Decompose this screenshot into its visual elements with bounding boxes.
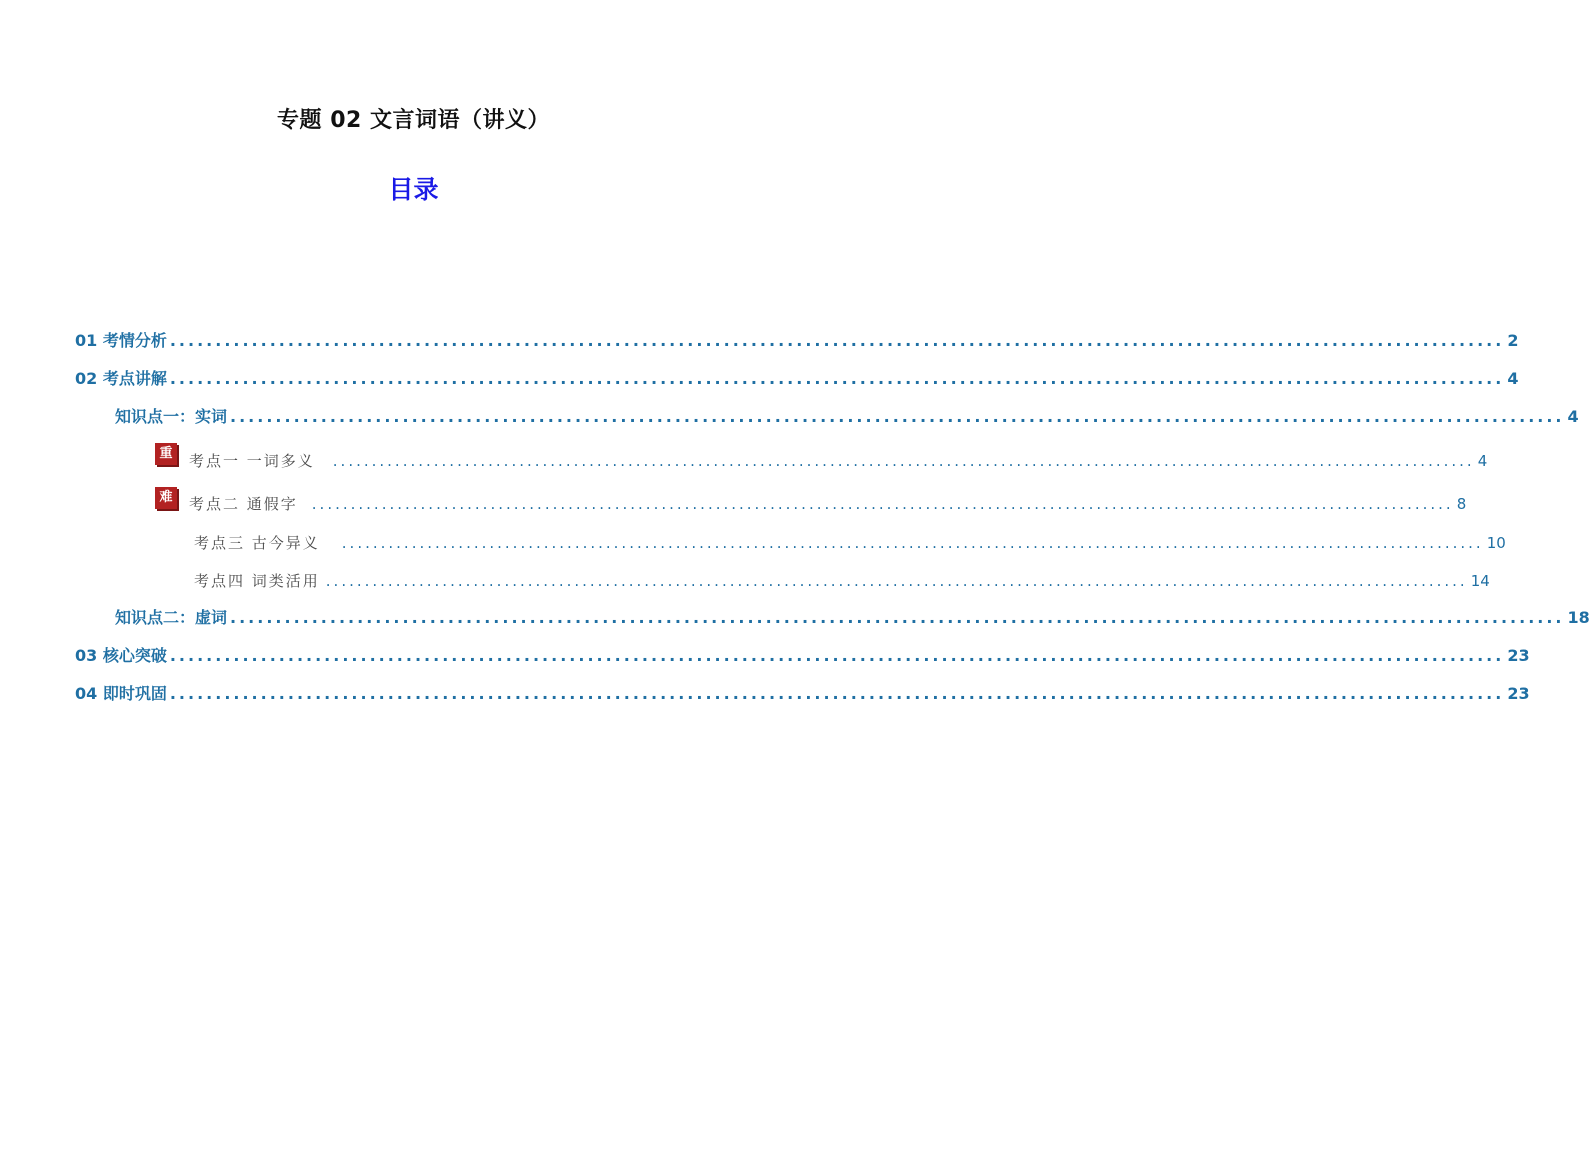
toc-entry-01[interactable] <box>75 330 1519 352</box>
leader-dots: ................................................................................................................................................... <box>325 572 1468 590</box>
toc-entry-03[interactable] <box>75 645 1530 667</box>
toc-entry-04[interactable] <box>75 683 1530 705</box>
toc-entry-point-4[interactable] <box>194 570 1490 592</box>
toc-page-number: 4 <box>1567 407 1579 426</box>
leader-dots: ................................................................................................................................................... <box>169 369 1505 388</box>
toc-entry-knowledge-2[interactable] <box>115 607 1590 629</box>
toc-heading: 目录 <box>388 175 439 204</box>
toc-entry-label: 考点三 古今异义 <box>194 534 320 552</box>
toc-entry-label: 知识点二：虚词 <box>115 608 228 627</box>
toc-page-number: 8 <box>1456 495 1467 513</box>
leader-dots: ................................................................................................................................................... <box>230 608 1565 627</box>
leader-dots: ................................................................................................................................................... <box>311 495 1454 513</box>
toc-entry-point-1[interactable] <box>189 450 1488 472</box>
toc-entry-label: 03 核心突破 <box>75 646 167 665</box>
toc-entry-label: 考点四 词类活用 <box>194 572 320 590</box>
toc-page-number: 4 <box>1477 452 1488 470</box>
leader-dots: ................................................................................................................................................... <box>332 452 1475 470</box>
toc-entry-point-2[interactable] <box>189 493 1467 515</box>
toc-entry-label: 04 即时巩固 <box>75 684 167 703</box>
toc-page-number: 18 <box>1567 608 1590 627</box>
leader-dots: ................................................................................................................................................... <box>169 331 1505 350</box>
toc-page-number: 23 <box>1507 684 1530 703</box>
toc-page-number: 2 <box>1507 331 1519 350</box>
toc-page-number: 10 <box>1486 534 1506 552</box>
toc-entry-label: 考点一 一词多义 <box>189 452 315 470</box>
leader-dots: ................................................................................................................................................... <box>341 534 1484 552</box>
toc-entry-label: 02 考点讲解 <box>75 369 167 388</box>
difficult-point-badge: 难 <box>155 487 177 509</box>
toc-entry-label: 01 考情分析 <box>75 331 167 350</box>
toc-page-number: 23 <box>1507 646 1530 665</box>
toc-entry-02[interactable] <box>75 368 1519 390</box>
toc-entry-label: 知识点一：实词 <box>115 407 228 426</box>
toc-entry-point-3[interactable] <box>194 532 1506 554</box>
toc-entry-knowledge-1[interactable] <box>115 406 1579 428</box>
key-point-badge: 重 <box>155 443 177 465</box>
page-title: 专题 02 文言词语（讲义） <box>277 108 550 133</box>
leader-dots: ................................................................................................................................................... <box>169 646 1505 665</box>
toc-page-number: 14 <box>1470 572 1490 590</box>
toc-page-number: 4 <box>1507 369 1519 388</box>
leader-dots: ................................................................................................................................................... <box>230 407 1565 426</box>
leader-dots: ................................................................................................................................................... <box>169 684 1505 703</box>
toc-entry-label: 考点二 通假字 <box>189 495 298 513</box>
